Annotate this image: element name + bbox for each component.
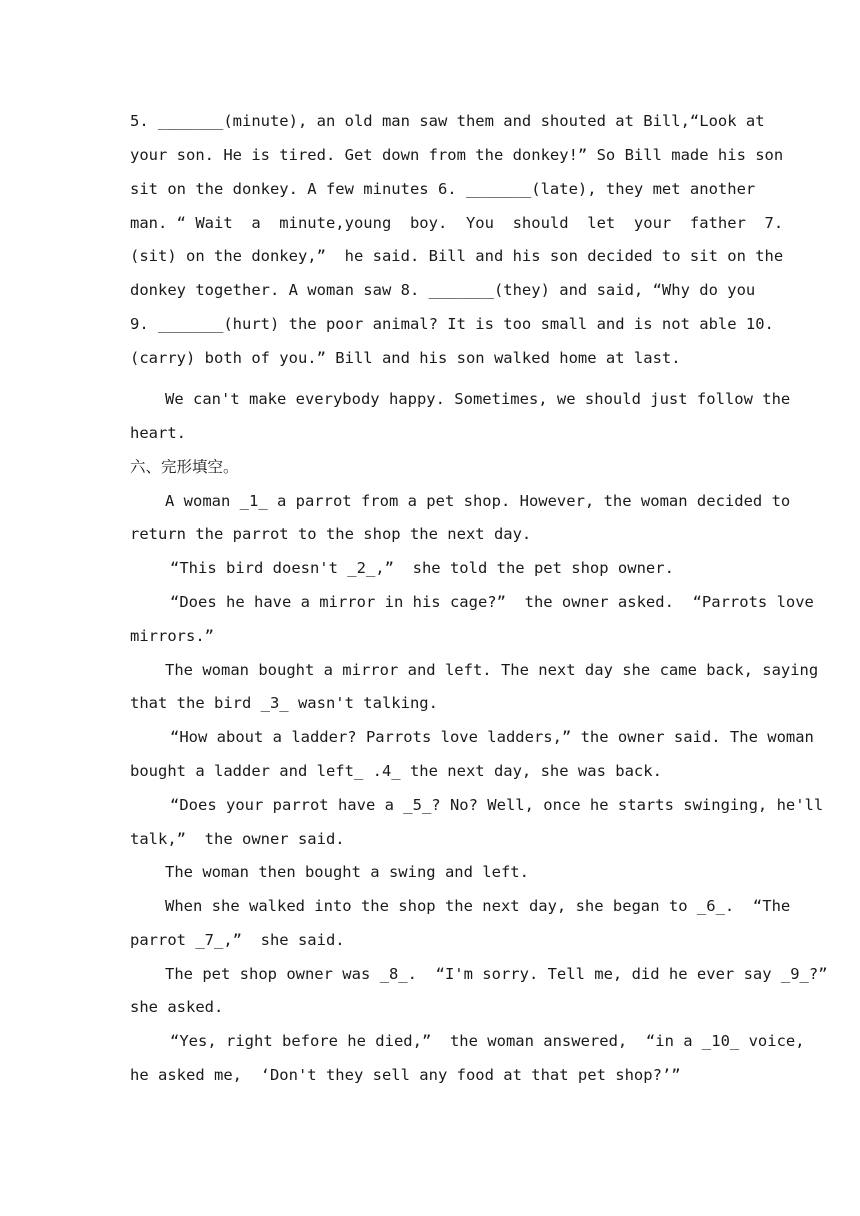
moral-line: heart. xyxy=(130,424,186,442)
cloze-line: When she walked into the shop the next day, she began to _6_. “The xyxy=(165,897,791,915)
passage-line: donkey together. A woman saw 8. _______(they) and said, “Why do you xyxy=(130,281,756,299)
cloze-line: A woman _1_ a parrot from a pet shop. However, the woman decided to xyxy=(165,492,791,510)
passage-line: man. “ Wait a minute,young boy. You should let your father 7. xyxy=(130,214,784,232)
passage-line: sit on the donkey. A few minutes 6. _______(late), they met another xyxy=(130,180,756,198)
cloze-line: talk,” the owner said. xyxy=(130,830,345,848)
cloze-line: bought a ladder and left_ .4_ the next day, she was back. xyxy=(130,762,662,780)
cloze-line: that the bird _3_ wasn't talking. xyxy=(130,694,438,712)
cloze-line: The woman then bought a swing and left. xyxy=(165,863,529,881)
cloze-line: The woman bought a mirror and left. The next day she came back, saying xyxy=(165,661,819,679)
cloze-line: parrot _7_,” she said. xyxy=(130,931,345,949)
passage-line: (carry) both of you.” Bill and his son walked home at last. xyxy=(130,349,681,367)
section-heading: 六、完形填空。 xyxy=(130,458,239,476)
cloze-line: “Does he have a mirror in his cage?” the owner asked. “Parrots love xyxy=(170,593,814,611)
cloze-line: she asked. xyxy=(130,998,224,1016)
cloze-line: mirrors.” xyxy=(130,627,214,645)
cloze-line: “Yes, right before he died,” the woman answered, “in a _10_ voice, xyxy=(170,1032,805,1050)
moral-line: We can't make everybody happy. Sometimes, we should just follow the xyxy=(165,390,791,408)
passage-line: (sit) on the donkey,” he said. Bill and his son decided to sit on the xyxy=(130,247,784,265)
cloze-line: return the parrot to the shop the next day. xyxy=(130,525,532,543)
cloze-line: “How about a ladder? Parrots love ladders,” the owner said. The woman xyxy=(170,728,814,746)
cloze-line: The pet shop owner was _8_. “I'm sorry. Tell me, did he ever say _9_?” xyxy=(165,965,828,983)
passage-line: your son. He is tired. Get down from the donkey!” So Bill made his son xyxy=(130,146,784,164)
passage-line: 5. _______(minute), an old man saw them and shouted at Bill,“Look at xyxy=(130,112,765,130)
cloze-line: “Does your parrot have a _5_? No? Well, once he starts swinging, he'll xyxy=(170,796,824,814)
cloze-line: “This bird doesn't _2_,” she told the pet shop owner. xyxy=(170,559,674,577)
cloze-line: he asked me, ‘Don't they sell any food at that pet shop?’” xyxy=(130,1066,681,1084)
passage-line: 9. _______(hurt) the poor animal? It is too small and is not able 10. xyxy=(130,315,774,333)
